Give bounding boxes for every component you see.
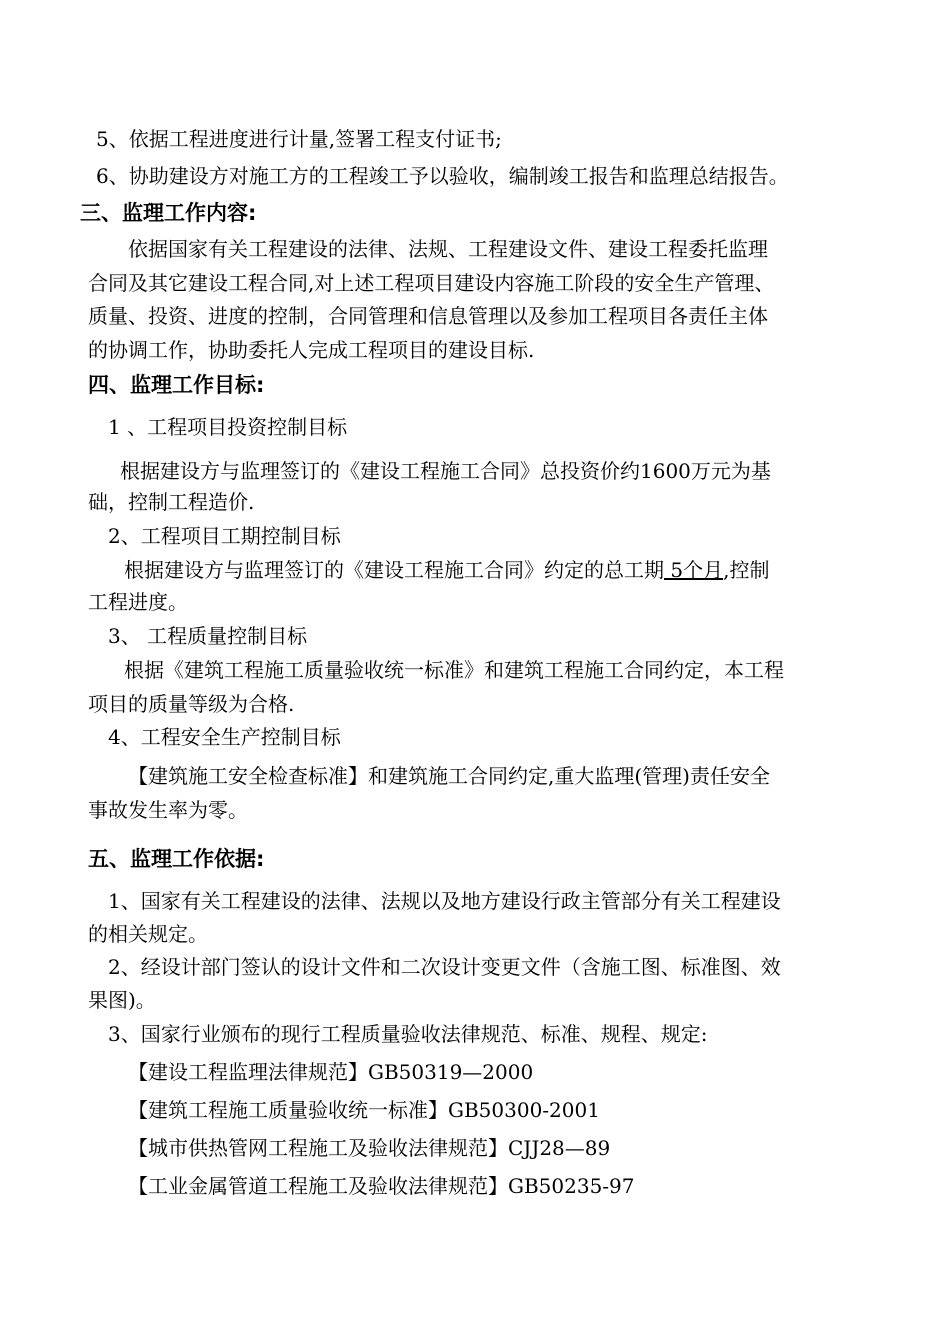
standard-1: 【建设工程监理法律规范】GB50319—2000 bbox=[128, 1060, 534, 1084]
goal-3-line-1: 根据《建筑工程施工质量验收统一标准》和建筑工程施工合同约定，本工程 bbox=[124, 658, 784, 682]
item-5: 5、依据工程进度进行计量,签署工程支付证书; bbox=[96, 127, 502, 151]
section-3-text-line-4: 的协调工作，协助委托人完成工程项目的建设目标. bbox=[88, 338, 535, 362]
basis-1-line-1: 1、国家有关工程建设的法律、法规以及地方建设行政主管部分有关工程建设 bbox=[108, 889, 781, 913]
goal-4-line-2: 事故发生率为零。 bbox=[88, 798, 248, 822]
basis-1-line-2: 的相关规定。 bbox=[88, 922, 208, 946]
standard-2: 【建筑工程施工质量验收统一标准】GB50300-2001 bbox=[128, 1098, 600, 1122]
goal-2-line-1 bbox=[124, 557, 769, 583]
goal-2-line-1-tail: ,控制 bbox=[723, 558, 770, 582]
basis-2-line-1: 2、经设计部门签认的设计文件和二次设计变更文件（含施工图、标准图、效 bbox=[108, 955, 781, 979]
section-5-heading: 五、监理工作依据: bbox=[88, 847, 265, 871]
duration-value: 5个月 bbox=[664, 558, 724, 582]
goal-3-title: 3、 工程质量控制目标 bbox=[108, 624, 308, 648]
goal-4-line-1: 【建筑施工安全检查标准】和建筑施工合同约定,重大监理(管理)责任安全 bbox=[128, 764, 770, 788]
section-3-text-line-2: 合同及其它建设工程合同,对上述工程项目建设内容施工阶段的安全生产管理、 bbox=[88, 271, 775, 295]
section-3-text-line-1: 依据国家有关工程建设的法律、法规、工程建设文件、建设工程委托监理 bbox=[128, 237, 768, 261]
goal-3-line-2: 项目的质量等级为合格. bbox=[88, 692, 295, 716]
goal-2-line-2: 工程进度。 bbox=[88, 590, 188, 614]
standard-4: 【工业金属管道工程施工及验收法律规范】GB50235-97 bbox=[128, 1174, 635, 1198]
standard-3: 【城市供热管网工程施工及验收法律规范】CJJ28—89 bbox=[128, 1136, 611, 1160]
section-4-heading: 四、监理工作目标: bbox=[88, 373, 265, 397]
basis-3-line-1: 3、国家行业颁布的现行工程质量验收法律规范、标准、规程、规定: bbox=[108, 1022, 708, 1046]
goal-1-line-1: 根据建设方与监理签订的《建设工程施工合同》总投资价约1600万元为基 bbox=[120, 459, 771, 483]
basis-2-line-2: 果图)。 bbox=[88, 988, 156, 1012]
goal-1-line-2: 础，控制工程造价. bbox=[88, 490, 255, 514]
goal-4-title: 4、工程安全生产控制目标 bbox=[108, 725, 341, 749]
goal-2-title: 2、工程项目工期控制目标 bbox=[108, 524, 341, 548]
section-3-heading: 三、监理工作内容: bbox=[80, 201, 257, 225]
goal-2-line-1-text: 根据建设方与监理签订的《建设工程施工合同》约定的总工期 bbox=[124, 558, 664, 582]
item-6: 6、协助建设方对施工方的工程竣工予以验收，编制竣工报告和监理总结报告。 bbox=[96, 164, 789, 188]
goal-1-title: 1 、工程项目投资控制目标 bbox=[108, 415, 348, 439]
section-3-text-line-3: 质量、投资、进度的控制，合同管理和信息管理以及参加工程项目各责任主体 bbox=[88, 304, 768, 328]
